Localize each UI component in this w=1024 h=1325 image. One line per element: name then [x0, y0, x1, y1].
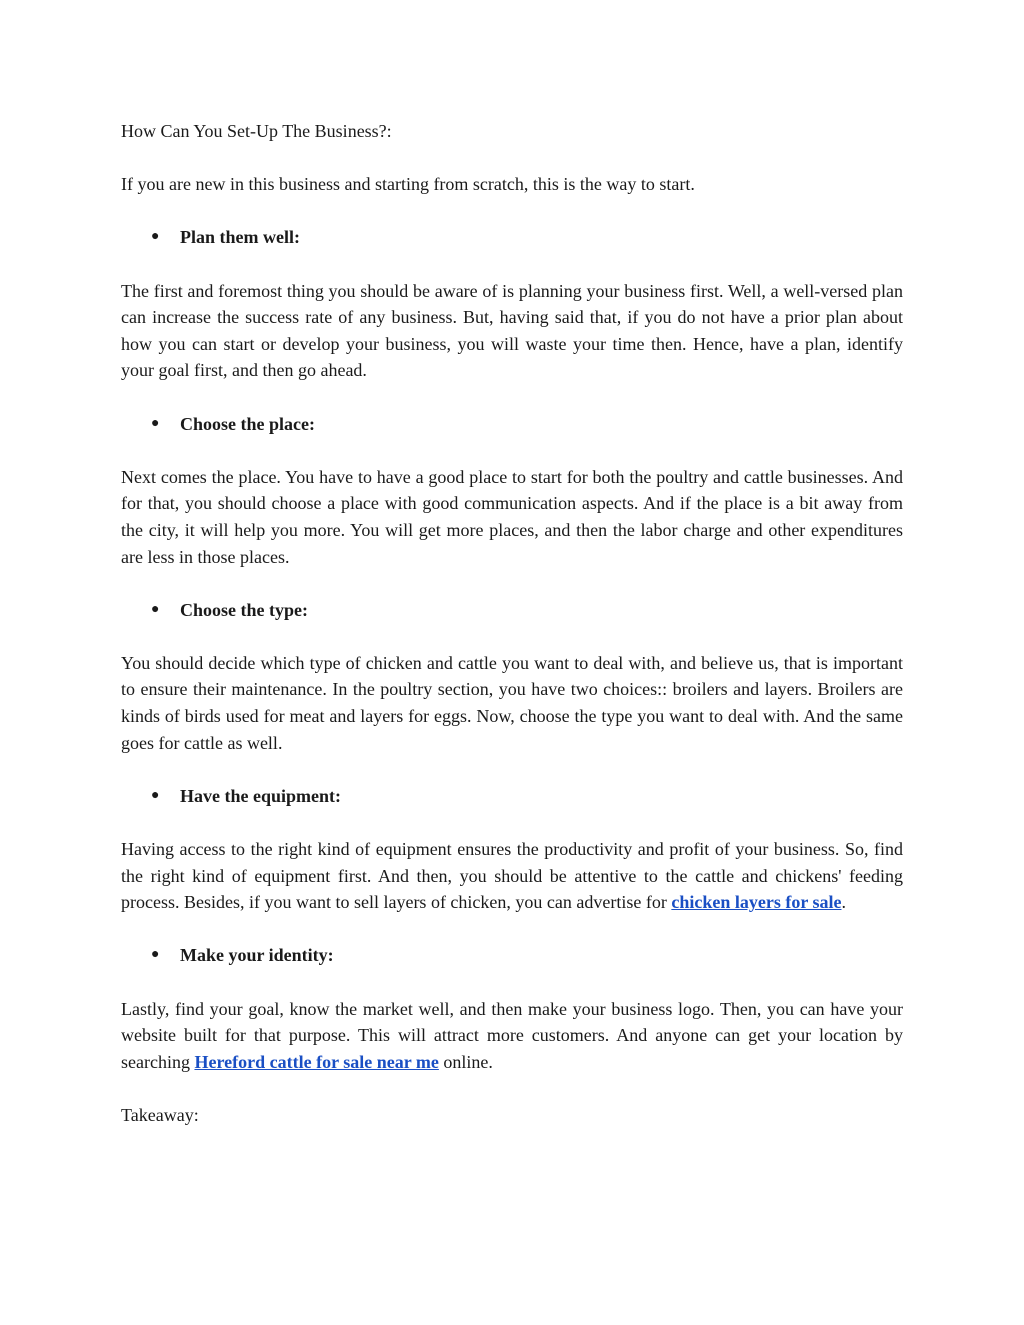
section-paragraph-place: Next comes the place. You have to have a good place to start for both the poultry and cattle businesses. And for that, you should choose a place with good communication aspects. And if the place is a bit away from the city, it will help you more. You will get more places, and then the labor charge and other expenditures are less in those places. [121, 466, 903, 567]
hereford-cattle-link[interactable]: Hereford cattle for sale near me [194, 1051, 439, 1072]
section-heading-label: Choose the type: [180, 599, 308, 620]
takeaway-heading: Takeaway: [121, 1104, 199, 1125]
section-heading-type [121, 597, 903, 624]
section-heading-place [121, 411, 903, 438]
paragraph-text: Lastly, find your goal, know the market well, and then make your business logo. Then, you can have your website built for that purpose. This will attract more customers. And anyone can get your location by searching [121, 998, 903, 1072]
section-heading-identity [121, 942, 903, 969]
bullet-icon: ● [151, 229, 160, 245]
section-paragraph-type: You should decide which type of chicken and cattle you want to deal with, and believe us, that is important to ensure their maintenance. In the poultry section, you have two choices:: broilers and layers. Broilers are kinds of birds used for meat and layers for eggs. Now, choose the type you want to deal with. And the same goes for cattle as well. [121, 652, 903, 753]
section-paragraph-equipment [121, 836, 903, 916]
bullet-icon: ● [151, 947, 160, 963]
paragraph-text: . [841, 892, 846, 913]
paragraph-text: Having access to the right kind of equipment ensures the productivity and profit of your business. So, find the right kind of equipment first. And then, you should be attentive to the cattle and chickens' feeding process. Besides, if you want to sell layers of chicken, you can advertise for [121, 839, 903, 913]
intro-paragraph: If you are new in this business and starting from scratch, this is the way to start. [121, 174, 695, 195]
section-heading-label: Have the equipment: [180, 785, 341, 806]
section-heading-label: Choose the place: [180, 413, 315, 434]
bullet-icon: ● [151, 415, 160, 431]
chicken-layers-link[interactable]: chicken layers for sale [671, 892, 842, 913]
paragraph-text: online. [438, 1051, 493, 1072]
document-title: How Can You Set-Up The Business?: [121, 121, 392, 141]
bullet-icon: ● [151, 601, 160, 617]
section-heading-label: Make your identity: [180, 945, 334, 966]
section-paragraph-plan: The first and foremost thing you should be aware of is planning your business first. Well, a well-versed plan can increase the success rate of any business. But, having said that, if you do not have a prior plan about how you can start or develop your business, you will waste your time then. Hence, have a plan, identify your goal first, and then go ahead. [121, 280, 903, 381]
bullet-icon: ● [151, 787, 160, 803]
section-heading-plan [121, 224, 903, 251]
section-heading-label: Plan them well: [180, 227, 300, 248]
section-paragraph-identity [121, 996, 903, 1076]
document-body [121, 118, 903, 1155]
section-heading-equipment [121, 783, 903, 810]
